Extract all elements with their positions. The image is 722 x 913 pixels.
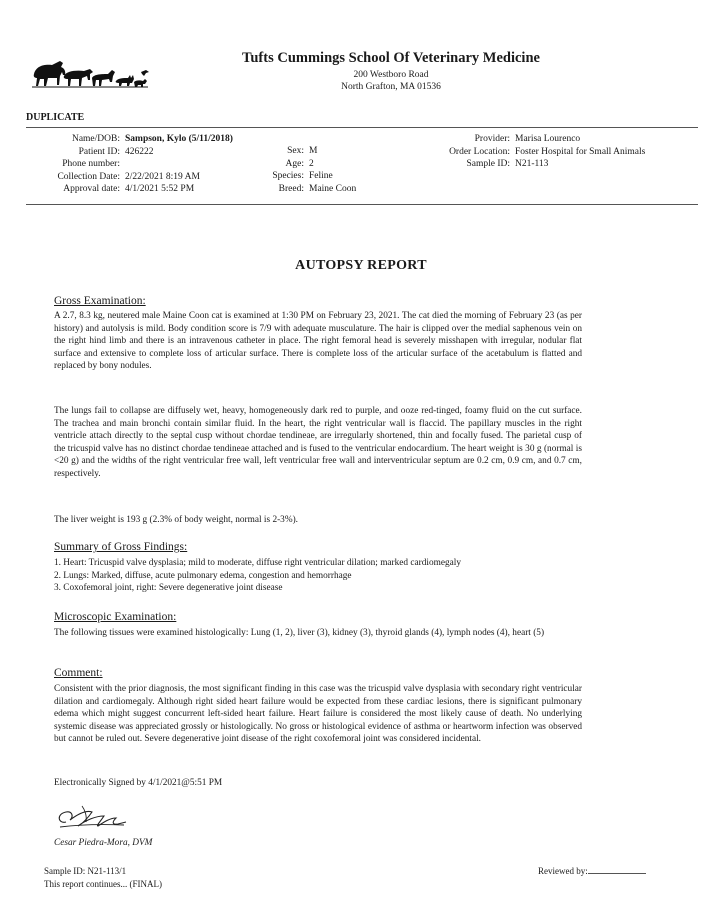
info-row-age: [240, 158, 356, 171]
info-label: Approval date:: [63, 184, 120, 195]
school-address-line2: North Grafton, MA 01536: [341, 82, 441, 92]
summary-list: [54, 557, 654, 595]
provider-value: Marisa Lourenco: [515, 134, 581, 144]
order-location-value: Foster Hospital for Small Animals: [515, 146, 646, 157]
gross-examination-para1: A 2.7, 8.3 kg, neutered male Maine Coon cat is examined at 1:30 PM on February 23, 2021. The cat died the morning of February 23 (as per history) and autolysis is mild. Body condition score is 7/9 with adequate musculature. The hair is clipped over the medial saphenous vein on the right hind limb and there is an intravenous catheter in place. The right femoral head is severely misshapen with irregular, nodular flat surface and extensive to complete loss of articular surface. There is complete loss of the articular surface of the acetabulum is flatted and replaced by bony nodules.: [54, 311, 582, 371]
patient-id-value: 426222: [125, 146, 154, 157]
gross-examination-heading: Gross Examination:: [54, 295, 146, 307]
summary-item-lungs: 2. Lungs: Marked, diffuse, acute pulmonary edema, congestion and hemorrhage: [54, 570, 352, 581]
info-divider: [26, 204, 698, 205]
info-row-provider: [396, 133, 645, 146]
summary-item-heart: 1. Heart: Tricuspid valve dysplasia; mild to moderate, diffuse right ventricular dilation; marked cardiomegaly: [54, 558, 461, 568]
footer-continues: This report continues... (FINAL): [44, 879, 162, 889]
summary-heading: Summary of Gross Findings:: [54, 541, 188, 553]
info-label: Sample ID:: [466, 159, 510, 170]
handwritten-signature-icon: [52, 800, 128, 834]
info-row-phone: [26, 158, 233, 171]
school-address-line1: 200 Westboro Road: [353, 70, 429, 80]
breed-value: Maine Coon: [309, 183, 357, 194]
species-value: Feline: [309, 171, 333, 182]
patient-info-middle: [240, 145, 356, 195]
reviewed-by-line: [588, 873, 646, 874]
info-row-sex: [240, 145, 356, 158]
info-label: Provider:: [474, 134, 510, 144]
microscopic-text: The following tissues were examined histologically: Lung (1, 2), liver (3), kidney (3), thyroid glands (4), lymph nodes (4), heart (5): [54, 628, 545, 638]
patient-info-right: [396, 133, 645, 171]
info-row-collection-date: [26, 171, 233, 184]
info-label: Species:: [272, 171, 304, 182]
report-title: AUTOPSY REPORT: [295, 258, 427, 273]
sex-value: M: [309, 146, 318, 156]
age-value: 2: [309, 158, 314, 169]
comment-text: Consistent with the prior diagnosis, the most significant finding in this case was the tricuspid valve dysplasia with secondary right ventricular dilation and cardiomegaly. Although right sided heart failure would be expected from these cardiac lesions, there is significant pulmonary edema which might suggest concurrent left-sided heart failure. Heart failure is considered the most likely cause of death. No underlying systemic disease was appreciated grossly or histologically. No gross or histological evidence of asthma or heartworm infection was observed but cannot be ruled out. Severe degenerative joint disease of the right coxofemoral joint was considered incidental.: [54, 684, 582, 744]
info-row-sample-id: [396, 158, 645, 171]
info-label: Breed:: [278, 183, 304, 194]
duplicate-label: DUPLICATE: [26, 112, 85, 123]
gross-examination-para2: The lungs fail to collapse are diffusely wet, heavy, homogeneously dark red to purple, and ooze red-tinged, foamy fluid on the cut surface. The trachea and main bronchi contain similar fluid. In the heart, the right ventricular wall is flaccid. The papillary muscles in the right ventricle attach directly to the septal cusp without chordae tendineae, are irregularly shortened, thin and focally fused. The parietal cusp of the tricuspid valve has no distinct chordae tendineae attached and is fused to the ventricular endocardium. The heart weight is 30 g (normal is <20 g) and the widths of the right ventricular free wall, left ventricular free wall and interventricular septum are 0.2 cm, 0.9 cm, and 0.7 cm, respectively.: [54, 406, 582, 479]
info-label: Collection Date:: [57, 171, 120, 182]
info-row-breed: [240, 183, 356, 196]
sample-id-value: N21-113: [515, 159, 549, 170]
info-label: Sex:: [287, 146, 304, 156]
gross-examination-para3: The liver weight is 193 g (2.3% of body weight, normal is 2-3%).: [54, 515, 298, 525]
comment-heading: Comment:: [54, 667, 103, 679]
summary-item-joint: 3. Coxofemoral joint, right: Severe degenerative joint disease: [54, 583, 283, 593]
school-name: Tufts Cummings School Of Veterinary Medicine: [242, 50, 540, 66]
info-label: Patient ID:: [78, 146, 120, 157]
electronic-signature-line: Electronically Signed by 4/1/2021@5:51 PM: [54, 778, 223, 788]
phone-value: [120, 158, 125, 171]
footer-reviewed-by: [538, 866, 646, 876]
info-label: Order Location:: [449, 146, 510, 157]
info-label: Phone number:: [62, 159, 120, 170]
info-row-name: [26, 133, 233, 146]
patient-info-left: [26, 133, 233, 196]
info-row-species: [240, 170, 356, 183]
info-row-patient-id: [26, 146, 233, 159]
header-divider: [26, 127, 698, 128]
patient-name-dob: Sampson, Kylo (5/11/2018): [125, 134, 233, 144]
info-label: Age:: [285, 158, 304, 169]
approval-date-value: 4/1/2021 5:52 PM: [125, 184, 195, 195]
collection-date-value: 2/22/2021 8:19 AM: [125, 171, 200, 182]
reviewed-by-label: Reviewed by:: [538, 866, 588, 876]
info-row-order-location: [396, 146, 645, 159]
info-label: Name/DOB:: [71, 134, 120, 144]
footer-sample-id: Sample ID: N21-113/1: [44, 866, 127, 876]
microscopic-heading: Microscopic Examination:: [54, 611, 177, 623]
info-row-approval-date: [26, 183, 233, 196]
signer-name: Cesar Piedra-Mora, DVM: [54, 838, 153, 848]
